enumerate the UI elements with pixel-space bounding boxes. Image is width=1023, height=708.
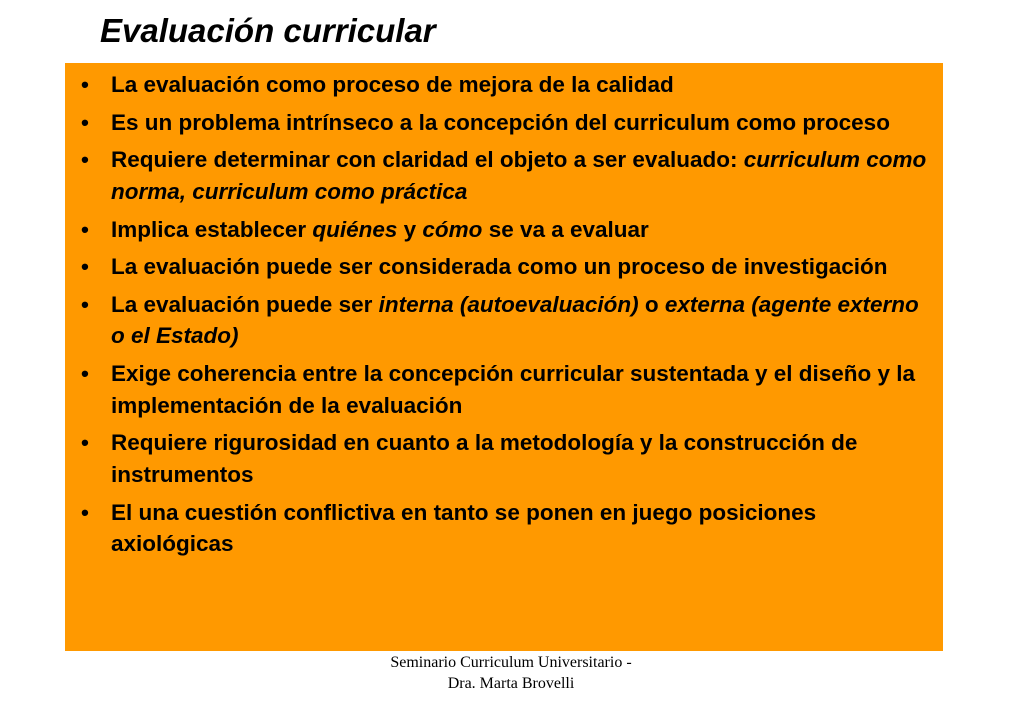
footer-line-1: Seminario Curriculum Universitario - [390, 654, 632, 671]
content-panel [65, 63, 943, 651]
bullet-dot-icon: • [81, 147, 89, 173]
bullet-item [65, 251, 943, 283]
bullet-text-italic: externa (agente externo o el Estado) [111, 291, 919, 349]
bullet-item [65, 69, 943, 101]
bullet-dot-icon: • [81, 291, 89, 317]
bullet-item [65, 107, 943, 139]
bullet-text: se va a evaluar [482, 216, 649, 242]
bullet-text: La evaluación como proceso de mejora de la calidad [111, 72, 674, 97]
bullet-text: La evaluación puede ser [111, 291, 379, 317]
bullet-text: Requiere determinar con claridad el objeto a ser evaluado: [111, 147, 744, 173]
bullet-text: Es un problema intrínseco a la concepción del curriculum como proceso [111, 109, 890, 135]
bullet-dot-icon: • [81, 254, 89, 280]
bullet-item [65, 358, 943, 421]
footer-line-2: Dra. Marta Brovelli [447, 675, 575, 692]
bullet-item [65, 289, 943, 352]
footer [311, 652, 711, 694]
bullet-text: Implica establecer [111, 216, 313, 242]
bullet-item [65, 214, 943, 246]
bullet-text: Requiere rigurosidad en cuanto a la metodología y la construcción de instrumentos [111, 430, 858, 487]
bullet-dot-icon: • [81, 216, 89, 242]
bullet-item [65, 497, 943, 560]
bullet-text: Exige coherencia entre la concepción curricular sustentada y el diseño y la implementación de la evaluación [111, 361, 916, 418]
bullet-text-italic: quiénes [312, 216, 398, 242]
bullet-dot-icon: • [81, 430, 89, 456]
slide-title: Evaluación curricular [100, 12, 436, 49]
bullet-text-italic: interna (autoevaluación) [378, 291, 639, 317]
bullet-text-italic: cómo [422, 216, 483, 242]
bullet-text: o [638, 291, 665, 317]
bullet-dot-icon: • [81, 109, 89, 135]
bullet-dot-icon: • [81, 499, 89, 525]
bullet-dot-icon: • [81, 72, 89, 97]
bullet-text: y [397, 216, 423, 242]
bullet-dot-icon: • [81, 361, 89, 387]
bullet-text-italic: curriculum como norma, curriculum como práctica [111, 147, 927, 204]
bullet-item [65, 144, 943, 207]
bullet-list [65, 69, 943, 566]
bullet-item [65, 427, 943, 490]
bullet-text: El una cuestión conflictiva en tanto se ponen en juego posiciones axiológicas [111, 499, 817, 556]
bullet-text: La evaluación puede ser considerada como un proceso de investigación [111, 254, 888, 280]
